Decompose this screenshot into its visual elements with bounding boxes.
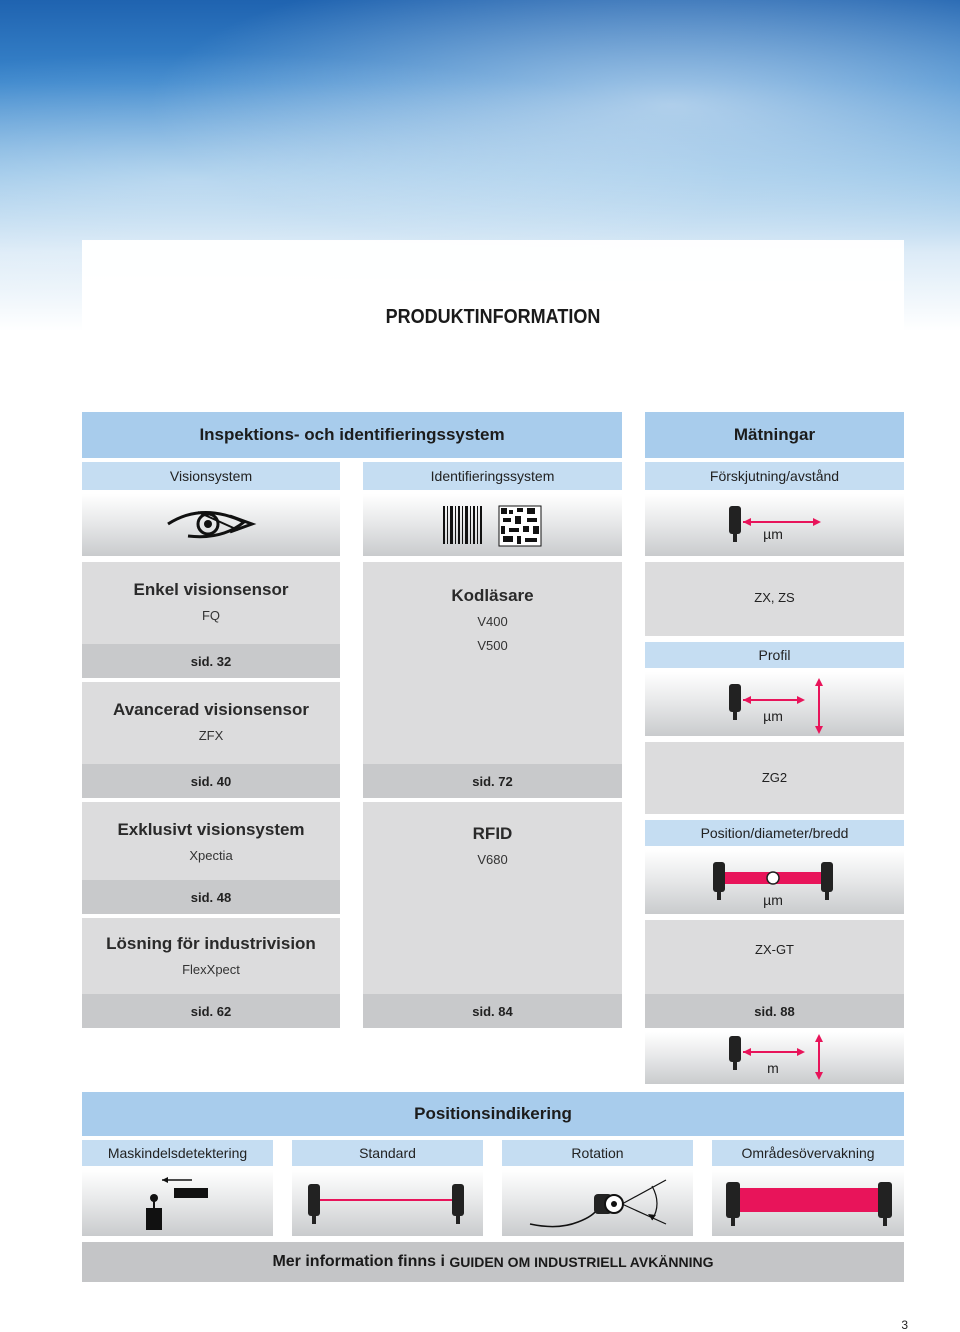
unit-um-label: µm xyxy=(763,526,783,542)
position-icon-cell xyxy=(645,850,904,914)
page-ref-rfid[interactable]: sid. 84 xyxy=(363,994,622,1028)
page-number: 3 xyxy=(901,1318,908,1332)
product-code: V400 xyxy=(477,614,508,629)
column-rotation: Rotation xyxy=(502,1140,693,1166)
standard-sensor-icon xyxy=(308,1180,468,1230)
displacement-icon-cell xyxy=(645,494,904,556)
footer-prefix: Mer information finns i xyxy=(272,1253,450,1270)
column-omradesovervakning: Områdesövervakning xyxy=(712,1140,904,1166)
product-code: ZFX xyxy=(198,728,224,743)
barcode-icon xyxy=(443,502,553,550)
product-code: ZG2 xyxy=(761,769,788,785)
section-measurement: Mätningar xyxy=(645,412,904,458)
product-name: Kodläsare xyxy=(451,586,534,605)
m-icon-cell xyxy=(645,1032,904,1084)
product-name: Avancerad visionsensor xyxy=(113,700,309,719)
product-code: FQ xyxy=(201,608,221,623)
rotation-icon-cell xyxy=(502,1170,693,1236)
eye-icon xyxy=(162,500,262,550)
area-icon-cell xyxy=(712,1170,904,1236)
measurement-zg2 xyxy=(645,742,904,814)
section-position: Positionsindikering xyxy=(82,1092,904,1136)
footer-guide-link[interactable]: GUIDEN OM INDUSTRIELL AVKÄNNING xyxy=(449,1254,714,1270)
maskindel-icon-cell xyxy=(82,1170,273,1236)
product-code: Xpectia xyxy=(189,848,233,863)
id-icon-cell xyxy=(363,494,622,556)
product-code: ZX-GT xyxy=(755,941,794,957)
limit-switch-icon xyxy=(144,1174,224,1234)
id-product-kodlasare xyxy=(363,562,622,798)
page-ref-kodlasare[interactable]: sid. 72 xyxy=(363,764,622,798)
page-title: PRODUKTINFORMATION xyxy=(385,306,601,328)
section-inspection: Inspektions- och identifieringssystem xyxy=(82,412,622,458)
column-identification: Identifieringssystem xyxy=(363,462,622,490)
column-profil: Profil xyxy=(645,642,904,668)
product-code: V500 xyxy=(477,638,508,653)
qr-code-icon xyxy=(499,506,541,546)
column-maskindel: Maskindelsdetektering xyxy=(82,1140,273,1166)
column-displacement: Förskjutning/avstånd xyxy=(645,462,904,490)
light-curtain-icon xyxy=(726,1180,896,1230)
column-standard: Standard xyxy=(292,1140,483,1166)
page-ref-fq[interactable]: sid. 32 xyxy=(82,644,340,678)
product-name: Enkel visionsensor xyxy=(133,580,289,599)
page-ref-zfx[interactable]: sid. 40 xyxy=(82,764,340,798)
vision-icon-cell xyxy=(82,494,340,556)
measurement-zx-zs xyxy=(645,562,904,636)
title-panel xyxy=(82,240,904,354)
standard-icon-cell xyxy=(292,1170,483,1236)
product-code: ZX, ZS xyxy=(754,589,795,605)
product-code: FlexXpect xyxy=(182,962,240,977)
column-vision: Visionsystem xyxy=(82,462,340,490)
product-name: RFID xyxy=(472,824,513,843)
product-code: V680 xyxy=(477,852,508,867)
column-position-diameter: Position/diameter/bredd xyxy=(645,820,904,846)
footer-guide-bar[interactable] xyxy=(82,1242,904,1282)
product-name: Exklusivt visionsystem xyxy=(117,820,305,839)
unit-m-label: m xyxy=(767,1060,779,1076)
product-name: Lösning för industrivision xyxy=(106,934,316,953)
unit-um-label: µm xyxy=(763,892,783,908)
profil-icon-cell xyxy=(645,672,904,736)
page-ref-measurement[interactable]: sid. 88 xyxy=(645,994,904,1028)
unit-um-label: µm xyxy=(763,708,783,724)
rotary-encoder-icon xyxy=(528,1174,678,1234)
page-ref-flexxpect[interactable]: sid. 62 xyxy=(82,994,340,1028)
page-ref-xpectia[interactable]: sid. 48 xyxy=(82,880,340,914)
